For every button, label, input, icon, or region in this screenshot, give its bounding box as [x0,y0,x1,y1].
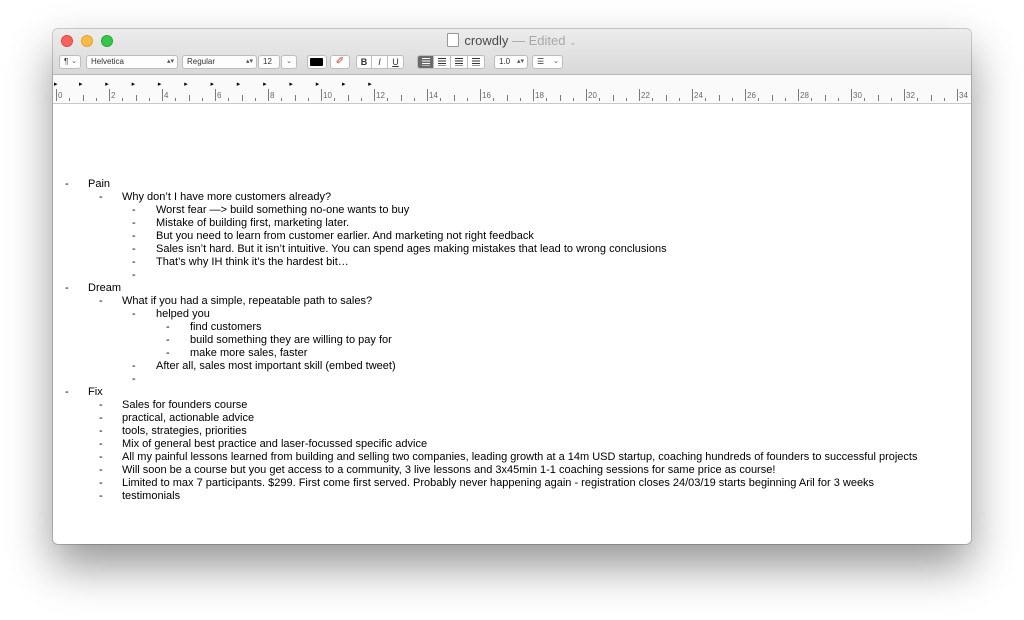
ruler-tick [321,89,322,101]
ruler-label: 0 [58,91,63,100]
ruler-tick [613,95,614,101]
list-bullet: - [132,308,136,320]
ruler-tick [652,98,653,101]
chevron-down-icon: ⌄ [553,58,559,65]
align-center-icon [438,58,446,66]
tab-stop-marker[interactable]: ▸ [54,81,58,88]
ruler-tick [586,89,587,101]
ruler-label: 14 [429,91,438,100]
ruler-tick [189,95,190,101]
list-item-text: Why don’t I have more customers already? [122,191,332,203]
ruler-tick [851,89,852,101]
ruler-tick [348,95,349,101]
list-item-text: Mix of general best practice and laser-focussed specific advice [122,438,428,450]
ruler-tick [454,95,455,101]
ruler-tick [772,95,773,101]
ruler-tick [440,98,441,101]
bold-button[interactable]: B [356,55,372,69]
list-item-text: practical, actionable advice [122,412,255,424]
chevron-down-icon: ⌄ [71,58,77,65]
tab-stop-marker[interactable]: ▸ [263,81,267,88]
text-color-swatch [310,58,323,66]
align-right-icon [455,58,463,66]
ruler-label: 22 [641,91,650,100]
list-bullet: - [166,347,170,359]
underline-button[interactable]: U [388,55,404,69]
ruler-tick [957,89,958,101]
tab-stop-marker[interactable]: ▸ [342,81,346,88]
ruler-tick [692,89,693,101]
list-item-text: Fix [88,386,103,398]
list-item-text: But you need to learn from customer earlier. And marketing not right feedback [156,230,534,242]
ruler-tick [931,95,932,101]
paragraph-styles-button[interactable] [59,55,81,69]
ruler-tick [109,89,110,101]
ruler-label: 20 [588,91,597,100]
ruler-tick [904,89,905,101]
list-bullet: - [65,282,69,294]
window-title[interactable] [53,33,971,50]
ruler-tick [401,95,402,101]
list-item-text: Pain [88,178,111,190]
tab-stop-marker[interactable]: ▸ [131,81,136,88]
ruler-label: 2 [111,91,116,100]
text-format-group [356,55,404,69]
ruler-tick [96,98,97,101]
ruler-label: 34 [959,91,968,100]
list-bullet: - [99,477,103,489]
ruler-tick [507,95,508,101]
font-style-select[interactable] [182,55,257,69]
ruler-tick [573,98,574,101]
list-item-text: find customers [190,321,262,333]
ruler-tick [361,98,362,101]
ruler-tick [811,98,812,101]
ruler-tick [295,95,296,101]
list-bullet: - [99,438,103,450]
document-icon [447,33,459,47]
ruler-label: 16 [482,91,491,100]
title-bar[interactable] [53,29,971,75]
justify-icon [472,58,480,66]
font-family-select[interactable] [86,55,178,69]
ruler-tick [917,98,918,101]
ruler-label: 30 [853,91,862,100]
ruler-label: 10 [323,91,332,100]
ruler-tick [56,89,57,101]
ruler-tick [493,98,494,101]
ruler-tick [149,98,150,101]
ruler-tick [560,95,561,101]
list-bullet: - [99,490,103,502]
list-bullets-icon: ☰ [537,57,545,66]
list-bullet: - [65,178,69,190]
ruler-tick [228,98,229,101]
ruler-tick [785,98,786,101]
ruler-label: 4 [164,91,169,100]
ruler-tick [838,98,839,101]
list-item-text: build something they are willing to pay for [190,334,392,346]
tab-stop-marker[interactable]: ▸ [157,81,162,88]
ruler-label: 32 [906,91,915,100]
list-item-text: After all, sales most important skill (embed tweet) [156,360,396,372]
line-spacing-select[interactable] [494,55,528,69]
ruler-tick [626,98,627,101]
ruler-tick [427,89,428,101]
up-down-arrows-icon: ▴▾ [166,58,174,65]
ruler-tick [255,98,256,101]
ruler-tick [679,98,680,101]
list-item-text: That’s why IH think it’s the hardest bit… [156,256,349,268]
tab-stop-marker[interactable]: ▸ [289,81,293,88]
ruler-tick [758,98,759,101]
ruler-tick [732,98,733,101]
ruler-tick [281,98,282,101]
list-item-text: make more sales, faster [190,347,308,359]
ruler-tick [944,98,945,101]
ruler-tick [308,98,309,101]
ruler-tick [745,89,746,101]
justify-button[interactable] [468,55,485,69]
list-item-text: Sales isn’t hard. But it isn’t intuitive. You can spend ages making mistakes that lead to wrong conclusions [156,243,667,255]
list-item-text: tools, strategies, priorities [122,425,247,437]
list-bullet: - [99,399,103,411]
list-bullet: - [99,451,103,463]
list-bullet: - [99,191,103,203]
ruler-tick [162,89,163,101]
highlight-color-button[interactable] [330,55,350,69]
list-bullet: - [132,360,136,372]
list-bullet: - [166,334,170,346]
alignment-group [417,55,485,69]
ruler-tick [69,98,70,101]
list-item-text: Dream [88,282,122,294]
align-right-button[interactable] [451,55,468,69]
ruler-tick [666,95,667,101]
list-item-text: What if you had a simple, repeatable path to sales? [122,295,373,307]
ruler-tick [864,98,865,101]
ruler-tick [825,95,826,101]
tab-stop-marker[interactable]: ▸ [236,81,241,88]
up-down-arrows-icon: ▴▾ [245,58,253,65]
tab-stop-marker[interactable]: ▸ [105,81,109,88]
list-item-text: Worst fear —> build something no-one wants to buy [156,204,410,216]
align-left-icon [422,58,430,66]
ruler-tick [122,98,123,101]
edited-status: Edited [528,33,566,48]
list-bullet: - [99,412,103,424]
list-bullet: - [99,295,103,307]
align-center-button[interactable] [434,55,451,69]
tab-stop-marker[interactable]: ▸ [368,81,372,88]
ruler-tick [533,89,534,101]
ruler-tick [414,98,415,101]
list-style-button[interactable] [532,55,563,69]
ruler-tick [202,98,203,101]
ruler-tick [639,89,640,101]
document-body[interactable] [53,104,971,544]
ruler-tick [268,89,269,101]
ruler-label: 28 [800,91,809,100]
ruler-tick [878,95,879,101]
ruler-tick [798,89,799,101]
ruler-label: 12 [376,91,385,100]
list-bullet: - [132,243,136,255]
list-bullet: - [132,230,136,242]
edited-separator: — [512,33,526,48]
list-item-text: helped you [156,308,210,320]
list-item-text: Will soon be a course but you get access to a community, 3 live lessons and 3x45min 1-1 coaching sessions for same price as course! [122,464,776,476]
ruler-tick [242,95,243,101]
ruler-tick [467,98,468,101]
ruler-tick [175,98,176,101]
font-size-value: 12 [263,57,272,66]
chevron-down-icon: ⌄ [569,37,577,47]
font-family-value: Helvetica [91,57,124,66]
list-item-text: Sales for founders course [122,399,248,411]
font-size-field[interactable] [258,55,280,69]
list-bullet: - [132,204,136,216]
list-bullet: - [99,425,103,437]
ruler-tick [374,89,375,101]
ruler-tick [599,98,600,101]
line-spacing-value: 1.0 [499,57,511,66]
paragraph-icon: ¶ [64,57,69,66]
ruler-label: 8 [270,91,275,100]
ruler[interactable] [53,75,971,104]
list-bullet: - [99,464,103,476]
ruler-tick [546,98,547,101]
ruler-tick [891,98,892,101]
list-item-text: Limited to max 7 participants. $299. First come first served. Probably never happening again - registration closes 24/03/19 starts beginning Aril for 3 weeks [122,477,875,489]
ruler-label: 18 [535,91,544,100]
tab-stop-marker[interactable]: ▸ [315,81,320,88]
tab-stop-marker[interactable]: ▸ [79,81,83,88]
list-bullet: - [132,217,136,229]
ruler-tick [520,98,521,101]
list-bullet: - [132,256,136,268]
list-item-text: All my painful lessons learned from building and selling two companies, leading growth at a 14m USD startup, coaching hundreds of founders to successful projects [122,451,918,463]
font-size-dropdown[interactable] [281,55,297,69]
ruler-tick [719,95,720,101]
ruler-tick [334,98,335,101]
document-name: crowdly [464,33,509,48]
ruler-tick [136,95,137,101]
tab-stop-marker[interactable]: ▸ [210,81,215,88]
tab-stop-marker[interactable]: ▸ [184,81,188,88]
textedit-window [53,29,971,544]
ruler-label: 24 [694,91,703,100]
ruler-tick [387,98,388,101]
italic-button[interactable]: I [372,55,388,69]
chevron-down-icon: ⌄ [286,58,292,65]
ruler-tick [83,95,84,101]
list-bullet: - [65,386,69,398]
ruler-tick [215,89,216,101]
list-item-text: Mistake of building first, marketing later. [156,217,350,229]
up-down-arrows-icon: ▴▾ [516,58,524,65]
list-item-text: testimonials [122,490,181,502]
ruler-tick [705,98,706,101]
highlight-pen-icon: ✐ [335,56,345,67]
list-bullet: - [132,373,136,385]
align-left-button[interactable] [417,55,434,69]
list-bullet: - [132,269,136,281]
ruler-label: 26 [747,91,756,100]
ruler-label: 6 [217,91,222,100]
list-bullet: - [166,321,170,333]
ruler-tick [480,89,481,101]
font-style-value: Regular [187,57,216,66]
